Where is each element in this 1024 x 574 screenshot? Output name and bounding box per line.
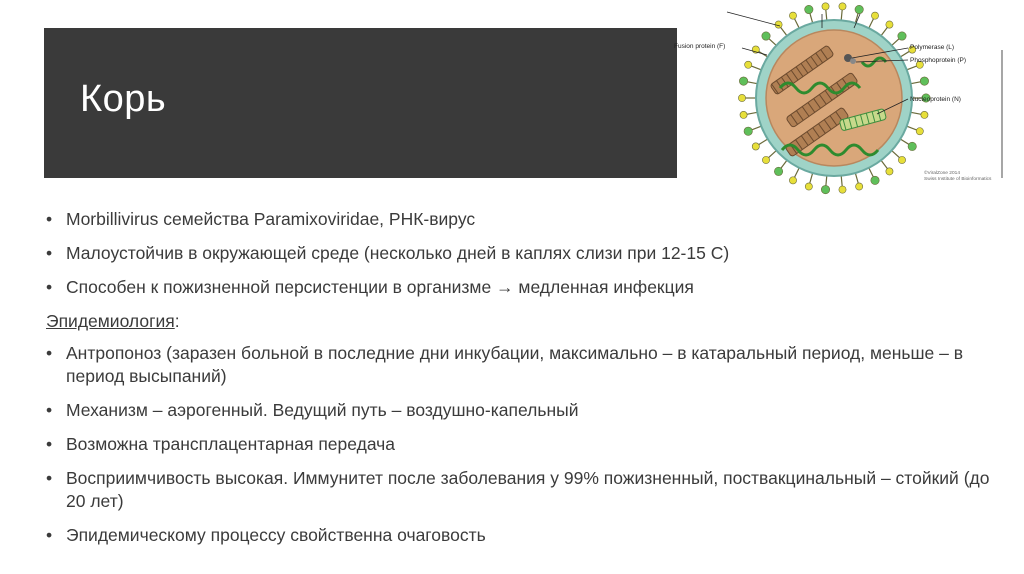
spike-head [762,156,769,163]
bullet-dot: • [46,209,53,229]
credit-line-1: ©ViralZone 2014 [924,171,960,176]
spike-head [921,111,928,118]
spike-head [789,12,796,19]
bullet-item [46,524,996,547]
bullet-item [46,342,996,388]
bullet-dot: • [46,400,53,420]
spike-head [886,21,893,28]
slide-title: Корь [80,78,167,120]
bullet-text: Способен к пожизненной персистенции в организме → медленная инфекция [66,277,694,297]
bullet-text: Антропоноз (заразен больной в последние дни инкубации, максимально – в катаральный период, меньше – в период высыпаний) [66,343,964,386]
spike-head [744,127,752,135]
spike-head [739,77,747,85]
spike-head [839,3,846,10]
spike-head [856,183,863,190]
bullet-dot: • [46,343,53,363]
spike-head [822,3,829,10]
bullet-item [46,276,996,299]
bullet-dot: • [46,468,53,488]
spike-head [916,128,923,135]
bullet-item [46,433,996,456]
spike-head [920,77,928,85]
spike-head [855,5,863,13]
spike-head [738,94,745,101]
bullet-text: Morbillivirus семейства Paramixoviridae, РНК-вирус [66,209,476,229]
spike-head [898,156,905,163]
credit-line-2: Swiss Institute of Bioinformatics [924,177,992,182]
spike-head [789,177,796,184]
bullet-dot: • [46,243,53,263]
measles-virus-diagram [672,0,1018,195]
bullet-text: Восприимчивость высокая. Иммунитет после заболевания у 99% пожизненный, поствакцинальный – стойкий (до 20 лет) [66,468,990,511]
spike-head [805,183,812,190]
bullet-text: Малоустойчив в окружающей среде (несколько дней в каплях слизи при 12-15 С) [66,243,730,263]
bullet-item [46,242,996,265]
subheading-text: Эпидемиология [46,311,175,331]
epidemiology-heading [46,310,996,333]
spike-head [774,167,782,175]
spike-head [821,185,829,193]
polymerase-label: Polymerase (L) [910,44,955,51]
bullet-item [46,399,996,422]
bullet-item [46,208,996,231]
bullet-item [46,467,996,513]
bullet-dot: • [46,525,53,545]
nucleoprotein-label: Nucleoprotein (N) [910,96,961,103]
spike-head [745,61,752,68]
bullet-text: Эпидемическому процессу свойственна очаговость [66,525,486,545]
spike-head [752,143,759,150]
fusion-protein-label: Fusion protein (F) [674,43,726,50]
spike-head [886,168,893,175]
spike-head [871,12,878,19]
spike-head [871,176,879,184]
spike-head [898,32,906,40]
spike-head [908,142,916,150]
bullet-dot: • [46,434,53,454]
spike-head [740,111,747,118]
spike-head [762,32,770,40]
bullet-text: Механизм – аэрогенный. Ведущий путь – воздушно-капельный [66,400,579,420]
phosphoprotein-label: Phosphoprotein (P) [910,57,967,64]
spike-head [805,5,813,13]
bullet-dot: • [46,277,53,297]
spike-head [839,186,846,193]
bullet-text: Возможна трансплацентарная передача [66,434,396,454]
slide-content [46,208,996,558]
subheading-colon: : [174,311,180,331]
